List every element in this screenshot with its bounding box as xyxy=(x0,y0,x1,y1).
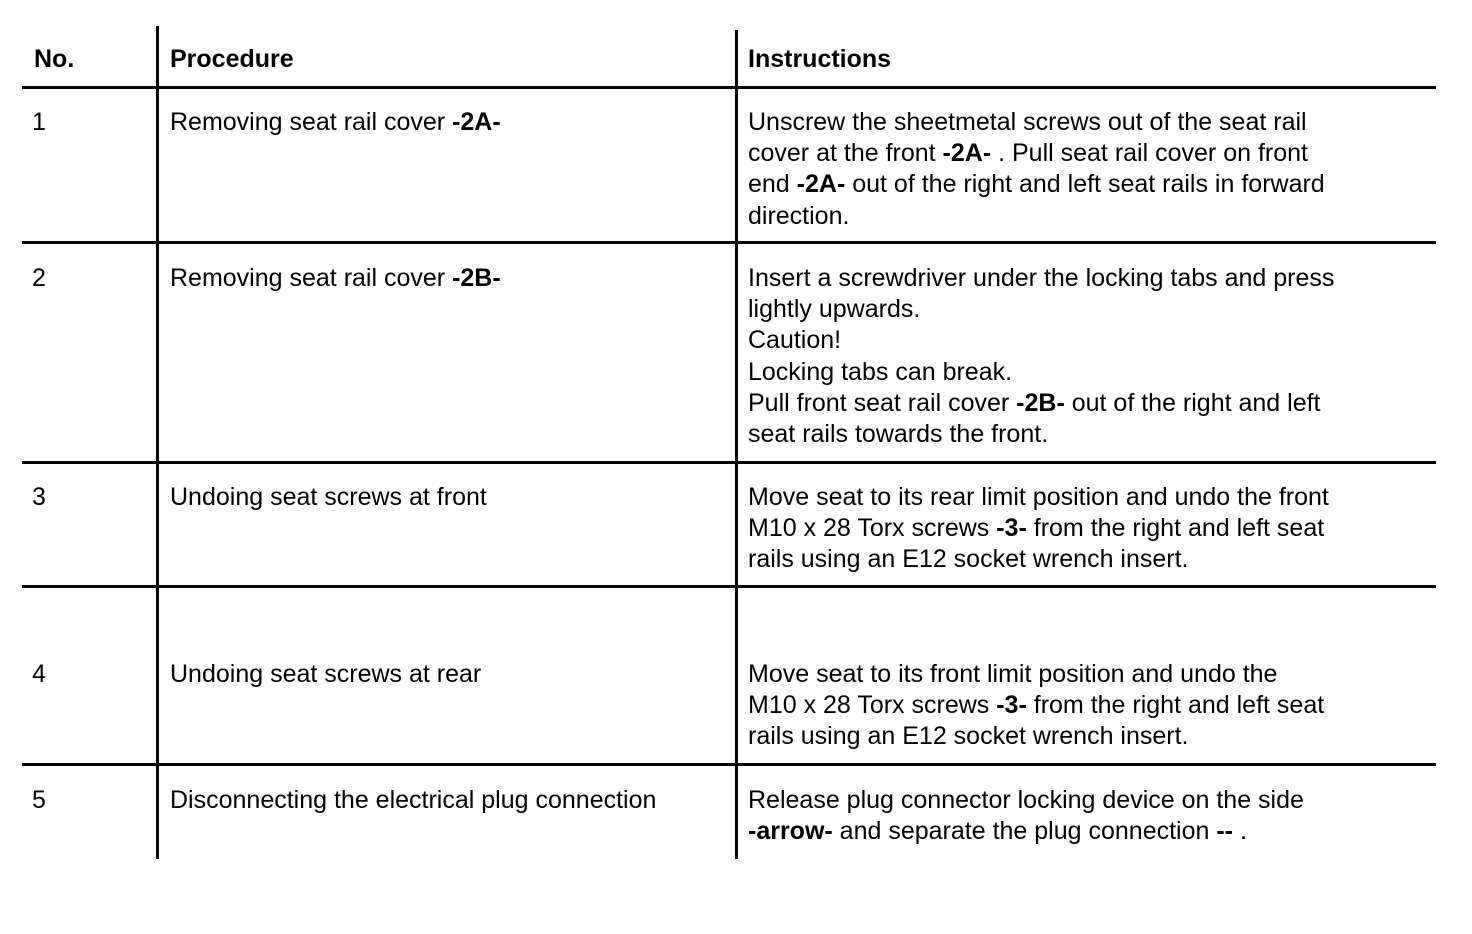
instruction-line xyxy=(748,357,1334,388)
row-number: 5 xyxy=(32,786,46,814)
row-number: 3 xyxy=(32,483,46,511)
instruction-line xyxy=(748,201,1325,232)
row-number: 2 xyxy=(32,264,46,292)
instruction-text: Pull front seat rail cover xyxy=(748,388,1017,417)
instruction-text: from the right and left seat xyxy=(1026,514,1325,543)
instruction-text: Locking tabs can break. xyxy=(748,357,1013,386)
instruction-text: Unscrew the sheetmetal screws out of the seat rail xyxy=(748,108,1307,136)
instruction-text: rails using an E12 socket wrench insert. xyxy=(748,545,1189,574)
instruction-line xyxy=(748,138,1325,169)
procedure-text: Undoing seat screws at rear xyxy=(170,660,482,688)
instruction-ref: -arrow- xyxy=(748,817,833,846)
instructions-cell xyxy=(748,107,1325,232)
instruction-ref: -2A- xyxy=(942,139,992,168)
instructions-cell xyxy=(748,785,1304,847)
instruction-line xyxy=(748,659,1324,690)
procedure-text: Removing seat rail cover xyxy=(170,108,453,136)
instruction-text: direction. xyxy=(748,201,850,230)
header-divider xyxy=(22,86,1436,89)
instruction-line xyxy=(748,419,1334,450)
instruction-line xyxy=(748,513,1329,544)
instructions-cell xyxy=(748,482,1329,576)
instruction-line xyxy=(748,482,1329,513)
header-no: No. xyxy=(34,45,75,73)
row-divider-4 xyxy=(22,763,1436,766)
instruction-text: and separate the plug connection xyxy=(832,817,1217,846)
instruction-line xyxy=(748,294,1334,325)
instruction-line xyxy=(748,690,1324,721)
procedure-text: Undoing seat screws at front xyxy=(170,483,487,511)
instruction-text: M10 x 28 Torx screws xyxy=(748,691,997,720)
instruction-ref: -- xyxy=(1216,817,1234,846)
procedure-ref: -2B- xyxy=(452,264,501,292)
procedure-cell xyxy=(170,785,656,816)
procedure-text: Disconnecting the electrical plug connection xyxy=(170,786,657,814)
instruction-line xyxy=(748,107,1325,138)
instruction-text: Caution! xyxy=(748,326,842,355)
instruction-line xyxy=(748,169,1325,200)
instruction-text: Insert a screwdriver under the locking tabs and press xyxy=(748,264,1335,292)
instruction-text: out of the right and left seat rails in forward xyxy=(845,170,1325,199)
instruction-line xyxy=(748,785,1304,816)
instruction-ref: -3- xyxy=(996,514,1027,543)
instruction-ref: -2B- xyxy=(1016,388,1065,417)
instruction-text: M10 x 28 Torx screws xyxy=(748,514,997,543)
header-instructions: Instructions xyxy=(748,45,892,73)
column-divider-2 xyxy=(735,30,738,859)
instruction-text: end xyxy=(748,170,797,199)
procedure-cell xyxy=(170,482,487,513)
instruction-text: Release plug connector locking device on the side xyxy=(748,786,1304,814)
instruction-ref: -3- xyxy=(996,691,1027,720)
instruction-ref: -2A- xyxy=(796,170,846,199)
row-number: 1 xyxy=(32,108,46,136)
instruction-text: . Pull seat rail cover on front xyxy=(991,139,1308,168)
instruction-text: from the right and left seat xyxy=(1026,691,1325,720)
procedure-cell xyxy=(170,263,501,294)
procedure-cell xyxy=(170,107,501,138)
procedure-cell xyxy=(170,659,481,690)
procedure-text: Removing seat rail cover xyxy=(170,264,453,292)
instruction-text: seat rails towards the front. xyxy=(748,420,1049,449)
instruction-text: lightly upwards. xyxy=(748,295,921,324)
instruction-text: rails using an E12 socket wrench insert. xyxy=(748,722,1189,751)
procedure-ref: -2A- xyxy=(452,108,501,136)
instructions-cell xyxy=(748,659,1324,753)
instruction-line xyxy=(748,816,1304,847)
instruction-text: Move seat to its front limit position and undo the xyxy=(748,660,1278,688)
instruction-text: out of the right and left xyxy=(1064,388,1321,417)
row-divider-3 xyxy=(22,585,1436,588)
instruction-line xyxy=(748,721,1324,752)
instruction-line xyxy=(748,325,1334,356)
header-procedure: Procedure xyxy=(170,45,294,73)
instruction-line xyxy=(748,263,1334,294)
instruction-text: . xyxy=(1233,817,1247,846)
column-divider-1 xyxy=(156,26,159,859)
row-number: 4 xyxy=(32,660,46,688)
instruction-line xyxy=(748,544,1329,575)
instruction-line xyxy=(748,388,1334,419)
row-divider-2 xyxy=(22,461,1436,464)
row-divider-1 xyxy=(22,241,1436,244)
instruction-text: cover at the front xyxy=(748,139,943,168)
instructions-cell xyxy=(748,263,1334,450)
instruction-text: Move seat to its rear limit position and undo the front xyxy=(748,483,1329,511)
